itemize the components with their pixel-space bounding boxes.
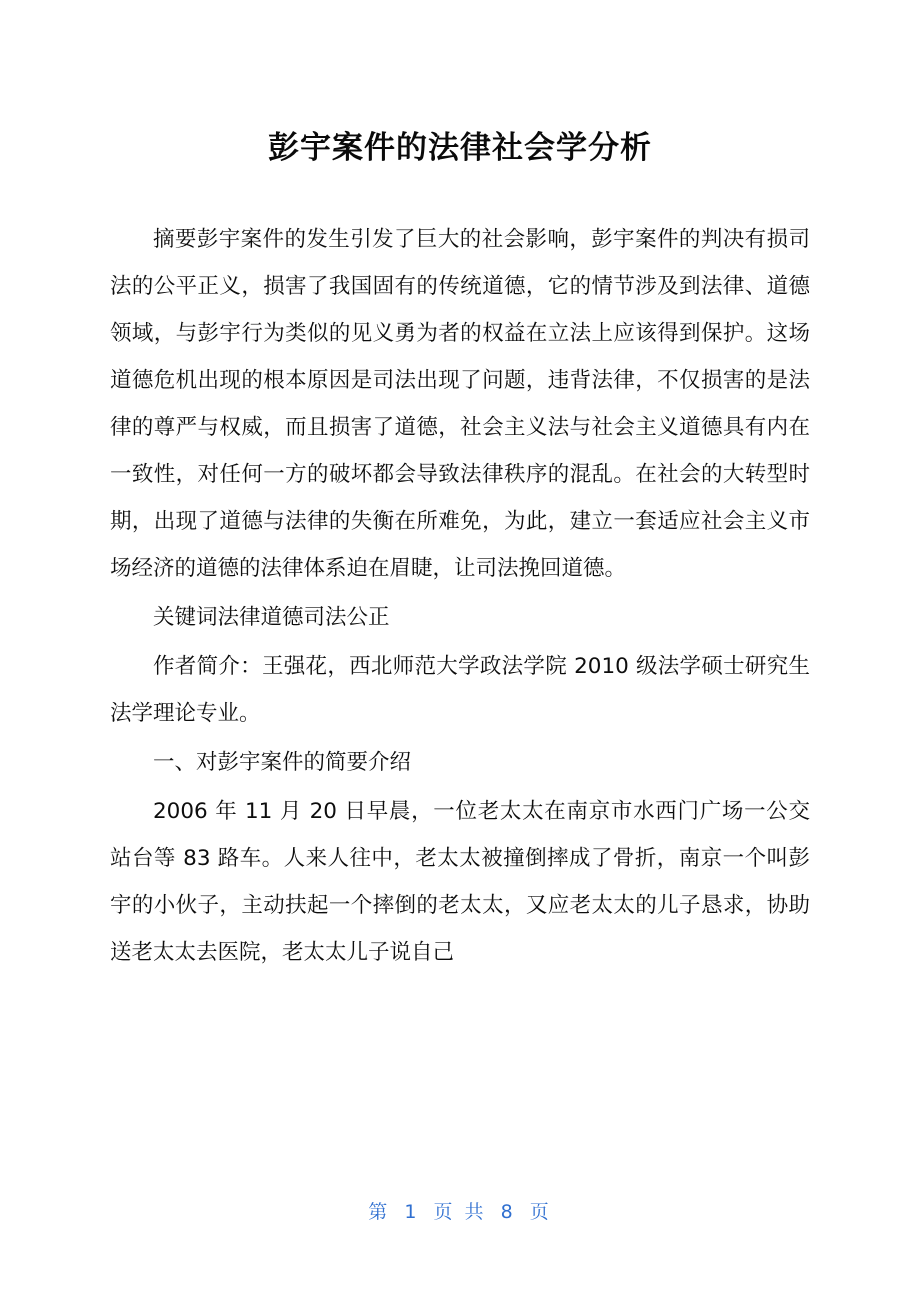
- paragraph-author-bio: 作者简介：王强花，西北师范大学政法学院 2010 级法学硕士研究生法学理论专业。: [110, 654, 810, 727]
- paragraph-section-heading: 一、对彭宇案件的简要介绍: [153, 750, 412, 776]
- page-footer: [0, 1197, 920, 1224]
- footer-label-of: 页 共: [433, 1201, 487, 1223]
- footer-total-pages: 8: [500, 1201, 516, 1223]
- paragraph-keywords: 关键词法律道德司法公正: [153, 605, 390, 631]
- document-body: [110, 216, 810, 976]
- page-title: 彭宇案件的法律社会学分析: [268, 130, 652, 166]
- paragraph-case-intro: 2006 年 11 月 20 日早晨，一位老太太在南京市水西门广场一公交站台等 83 路车。人来人往中，老太太被撞倒摔成了骨折，南京一个叫彭宇的小伙子，主动扶起一个摔倒的老太太，又应老太太的儿子恳求，协助送老太太去医院，老太太儿子说自己: [110, 799, 810, 966]
- footer-label-page: 第: [368, 1201, 391, 1223]
- footer-current-page: 1: [404, 1201, 420, 1223]
- footer-label-unit: 页: [529, 1201, 552, 1223]
- paragraph-abstract: 摘要彭宇案件的发生引发了巨大的社会影响，彭宇案件的判决有损司法的公平正义，损害了我国固有的传统道德，它的情节涉及到法律、道德领域，与彭宇行为类似的见义勇为者的权益在立法上应该得到保护。这场道德危机出现的根本原因是司法出现了问题，违背法律，不仅损害的是法律的尊严与权威，而且损害了道德，社会主义法与社会主义道德具有内在一致性，对任何一方的破坏都会导致法律秩序的混乱。在社会的大转型时期，出现了道德与法律的失衡在所难免，为此，建立一套适应社会主义市场经济的道德的法律体系迫在眉睫，让司法挽回道德。: [110, 227, 810, 582]
